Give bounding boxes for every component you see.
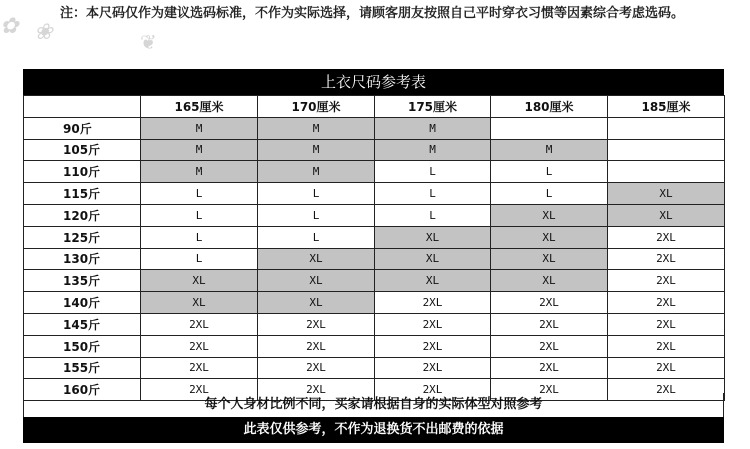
size-cell: XL	[491, 248, 608, 270]
size-cell: XL	[608, 183, 725, 205]
weight-label: 145斤	[24, 313, 141, 335]
size-cell: 2XL	[608, 292, 725, 314]
size-table	[23, 95, 725, 401]
size-cell	[491, 117, 608, 139]
size-cell	[608, 161, 725, 183]
size-cell: 2XL	[258, 379, 375, 401]
size-cell: L	[258, 183, 375, 205]
weight-label: 120斤	[24, 204, 141, 226]
size-cell: 2XL	[491, 313, 608, 335]
size-cell: XL	[491, 226, 608, 248]
size-cell: M	[141, 161, 258, 183]
butterfly-icon: ❦	[140, 30, 157, 54]
height-header: 170厘米	[258, 96, 375, 118]
chart-title: 上衣尺码参考表	[23, 69, 724, 95]
size-cell: 2XL	[141, 357, 258, 379]
table-row	[24, 357, 725, 379]
size-cell: M	[141, 139, 258, 161]
weight-label: 135斤	[24, 270, 141, 292]
size-cell: L	[491, 183, 608, 205]
size-cell: L	[141, 248, 258, 270]
size-cell: L	[141, 204, 258, 226]
weight-label: 150斤	[24, 335, 141, 357]
size-cell: XL	[608, 204, 725, 226]
size-cell: L	[375, 161, 491, 183]
size-cell: 2XL	[141, 379, 258, 401]
size-cell: 2XL	[375, 292, 491, 314]
size-cell: L	[375, 204, 491, 226]
weight-label: 155斤	[24, 357, 141, 379]
weight-label: 115斤	[24, 183, 141, 205]
size-cell: XL	[258, 270, 375, 292]
size-cell: L	[141, 226, 258, 248]
size-cell: M	[258, 161, 375, 183]
table-row	[24, 183, 725, 205]
table-row	[24, 270, 725, 292]
size-cell: 2XL	[491, 292, 608, 314]
table-row	[24, 226, 725, 248]
size-cell: XL	[141, 292, 258, 314]
size-cell: 2XL	[608, 379, 725, 401]
height-header-row	[24, 96, 725, 118]
weight-label: 90斤	[24, 117, 141, 139]
size-cell: XL	[491, 204, 608, 226]
size-cell: 2XL	[608, 270, 725, 292]
table-row	[24, 313, 725, 335]
weight-label: 125斤	[24, 226, 141, 248]
size-cell: 2XL	[375, 357, 491, 379]
height-header: 165厘米	[141, 96, 258, 118]
body-proportion-note: 每个人身材比例不同，买家请根据自身的实际体型对照参考	[23, 393, 724, 417]
size-cell: L	[141, 183, 258, 205]
size-cell: L	[258, 204, 375, 226]
size-cell: 2XL	[608, 226, 725, 248]
size-cell: 2XL	[375, 379, 491, 401]
size-cell: 2XL	[608, 335, 725, 357]
size-cell: 2XL	[608, 357, 725, 379]
size-cell	[608, 117, 725, 139]
weight-label: 140斤	[24, 292, 141, 314]
size-cell: M	[258, 139, 375, 161]
weight-label: 160斤	[24, 379, 141, 401]
size-cell: M	[375, 117, 491, 139]
table-row	[24, 292, 725, 314]
table-row	[24, 335, 725, 357]
table-row	[24, 117, 725, 139]
decorative-script: ✿	[0, 14, 19, 39]
weight-label: 110斤	[24, 161, 141, 183]
size-cell: 2XL	[258, 335, 375, 357]
table-row	[24, 161, 725, 183]
size-cell: 2XL	[375, 313, 491, 335]
size-cell: 2XL	[141, 335, 258, 357]
table-row	[24, 139, 725, 161]
size-cell: M	[491, 139, 608, 161]
size-cell: XL	[375, 226, 491, 248]
size-cell: L	[258, 226, 375, 248]
size-cell: M	[141, 117, 258, 139]
height-header: 185厘米	[608, 96, 725, 118]
table-row	[24, 204, 725, 226]
weight-label: 105斤	[24, 139, 141, 161]
size-cell: 2XL	[258, 357, 375, 379]
size-cell: M	[258, 117, 375, 139]
size-cell: XL	[375, 248, 491, 270]
size-cell: 2XL	[491, 357, 608, 379]
size-cell	[608, 139, 725, 161]
height-header: 180厘米	[491, 96, 608, 118]
size-cell: 2XL	[375, 335, 491, 357]
size-cell: M	[375, 139, 491, 161]
size-cell: L	[375, 183, 491, 205]
table-row	[24, 248, 725, 270]
size-cell: XL	[258, 292, 375, 314]
size-cell: 2XL	[141, 313, 258, 335]
weight-label: 130斤	[24, 248, 141, 270]
height-header: 175厘米	[375, 96, 491, 118]
size-cell: L	[491, 161, 608, 183]
size-cell: 2XL	[608, 248, 725, 270]
size-cell: 2XL	[491, 335, 608, 357]
size-cell: XL	[258, 248, 375, 270]
sizing-note: 注：本尺码仅作为建议选码标准，不作为实际选择，请顾客朋友按照自己平时穿衣习惯等因素综合考虑选码。	[60, 6, 685, 21]
size-cell: XL	[375, 270, 491, 292]
size-cell: 2XL	[258, 313, 375, 335]
decorative-script: ❀	[34, 20, 53, 45]
size-cell: 2XL	[491, 379, 608, 401]
size-cell: XL	[141, 270, 258, 292]
disclaimer-bar: 此表仅供参考，不作为退换货不出邮费的依据	[23, 417, 724, 443]
size-cell: XL	[491, 270, 608, 292]
corner-cell	[24, 96, 141, 118]
size-cell: 2XL	[608, 313, 725, 335]
